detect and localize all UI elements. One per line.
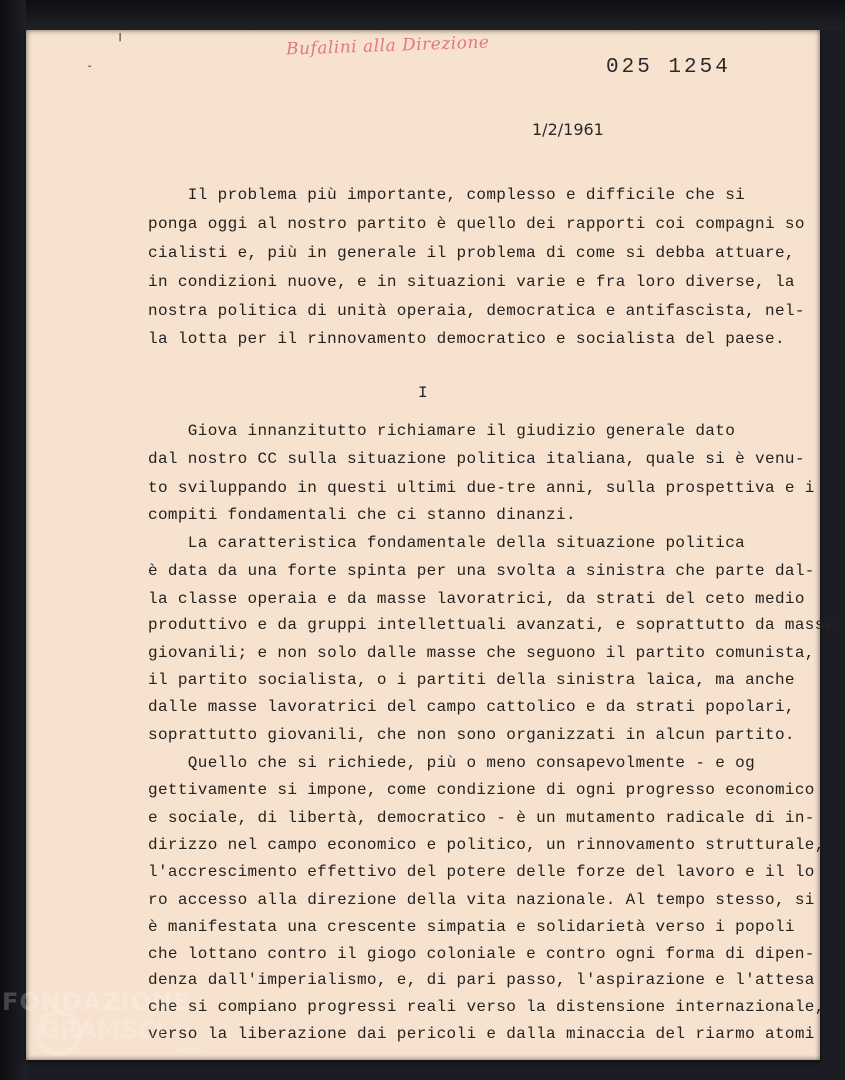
text-line: nostra politica di unità operaia, democratica e antifascista, nel-	[148, 302, 805, 320]
text-line: denza dall'imperialismo, e, di pari passo, l'aspirazione e l'attesa	[148, 971, 815, 989]
text-line: gettivamente si impone, come condizione di ogni progresso economico	[148, 781, 815, 799]
pencil-tick-mark: ╵	[116, 35, 125, 51]
text-line: in condizioni nuove, e in situazioni varie e fra loro diverse, la	[148, 273, 795, 291]
scan-top-border	[0, 0, 845, 30]
text-line: che lottano contro il giogo coloniale e contro ogni forma di dipen-	[148, 945, 815, 963]
text-line: dal nostro CC sulla situazione politica italiana, quale si è venu-	[148, 450, 805, 468]
text-line: soprattutto giovanili, che non sono organizzati in alcun partito.	[148, 726, 795, 744]
text-line: che si compiano progressi reali verso la distensione internazionale,	[148, 998, 825, 1016]
text-line: è data da una forte spinta per una svolta a sinistra che parte dal-	[148, 562, 815, 580]
watermark-text: FONDAZIONE	[2, 988, 191, 1016]
text-line: Il problema più importante, complesso e difficile che si	[148, 186, 746, 204]
section-heading: I	[418, 384, 428, 402]
text-line: e sociale, di libertà, democratico - è un mutamento radicale di in-	[148, 809, 815, 827]
watermark-subtext: Onlus	[176, 1046, 202, 1056]
text-line: giovanili; e non solo dalle masse che seguono il partito comunista,	[148, 644, 815, 662]
watermark-text-2: GRAMSCI	[40, 1016, 165, 1044]
text-line: compiti fondamentali che ci stanno dinanzi.	[148, 506, 576, 524]
text-line: to sviluppando in questi ultimi due-tre anni, sulla prospettiva e i	[148, 479, 815, 497]
text-line: cialisti e, più in generale il problema di come si debba attuare,	[148, 244, 795, 262]
text-line: l'accrescimento effettivo del potere delle forze del lavoro e il lo	[148, 863, 815, 881]
text-line: la classe operaia e da masse lavoratrici, da strati del ceto medio	[148, 590, 805, 608]
document-number: 025 1254	[606, 56, 731, 79]
text-line: Quello che si richiede, più o meno consapevolmente - e og	[148, 754, 756, 772]
text-line: Giova innanzitutto richiamare il giudizio generale dato	[148, 422, 736, 440]
text-line: ponga oggi al nostro partito è quello dei rapporti coi compagni so	[148, 215, 805, 233]
text-line: dalle masse lavoratrici del campo cattolico e da strati popolari,	[148, 698, 795, 716]
text-line: produttivo e da gruppi intellettuali avanzati, e soprattutto da masse	[148, 616, 835, 634]
document-date: 1/2/1961	[532, 120, 604, 139]
pencil-check-mark: ˇ	[86, 64, 94, 78]
text-line: è manifestata una crescente simpatia e solidarietà verso i popoli	[148, 918, 795, 936]
scan-left-border	[0, 0, 26, 1080]
text-line: la lotta per il rinnovamento democratico e socialista del paese.	[148, 330, 785, 348]
handwritten-annotation: Bufalini alla Direzione	[285, 32, 490, 60]
text-line: La caratteristica fondamentale della situazione politica	[148, 534, 746, 552]
text-line: dirizzo nel campo economico e politico, un rinnovamento strutturale,	[148, 836, 825, 854]
text-line: il partito socialista, o i partiti della sinistra laica, ma anche	[148, 671, 795, 689]
text-line: verso la liberazione dai pericoli e dalla minaccia del riarmo atomi	[148, 1025, 815, 1043]
text-line: ro accesso alla direzione della vita nazionale. Al tempo stesso, si	[148, 891, 815, 909]
